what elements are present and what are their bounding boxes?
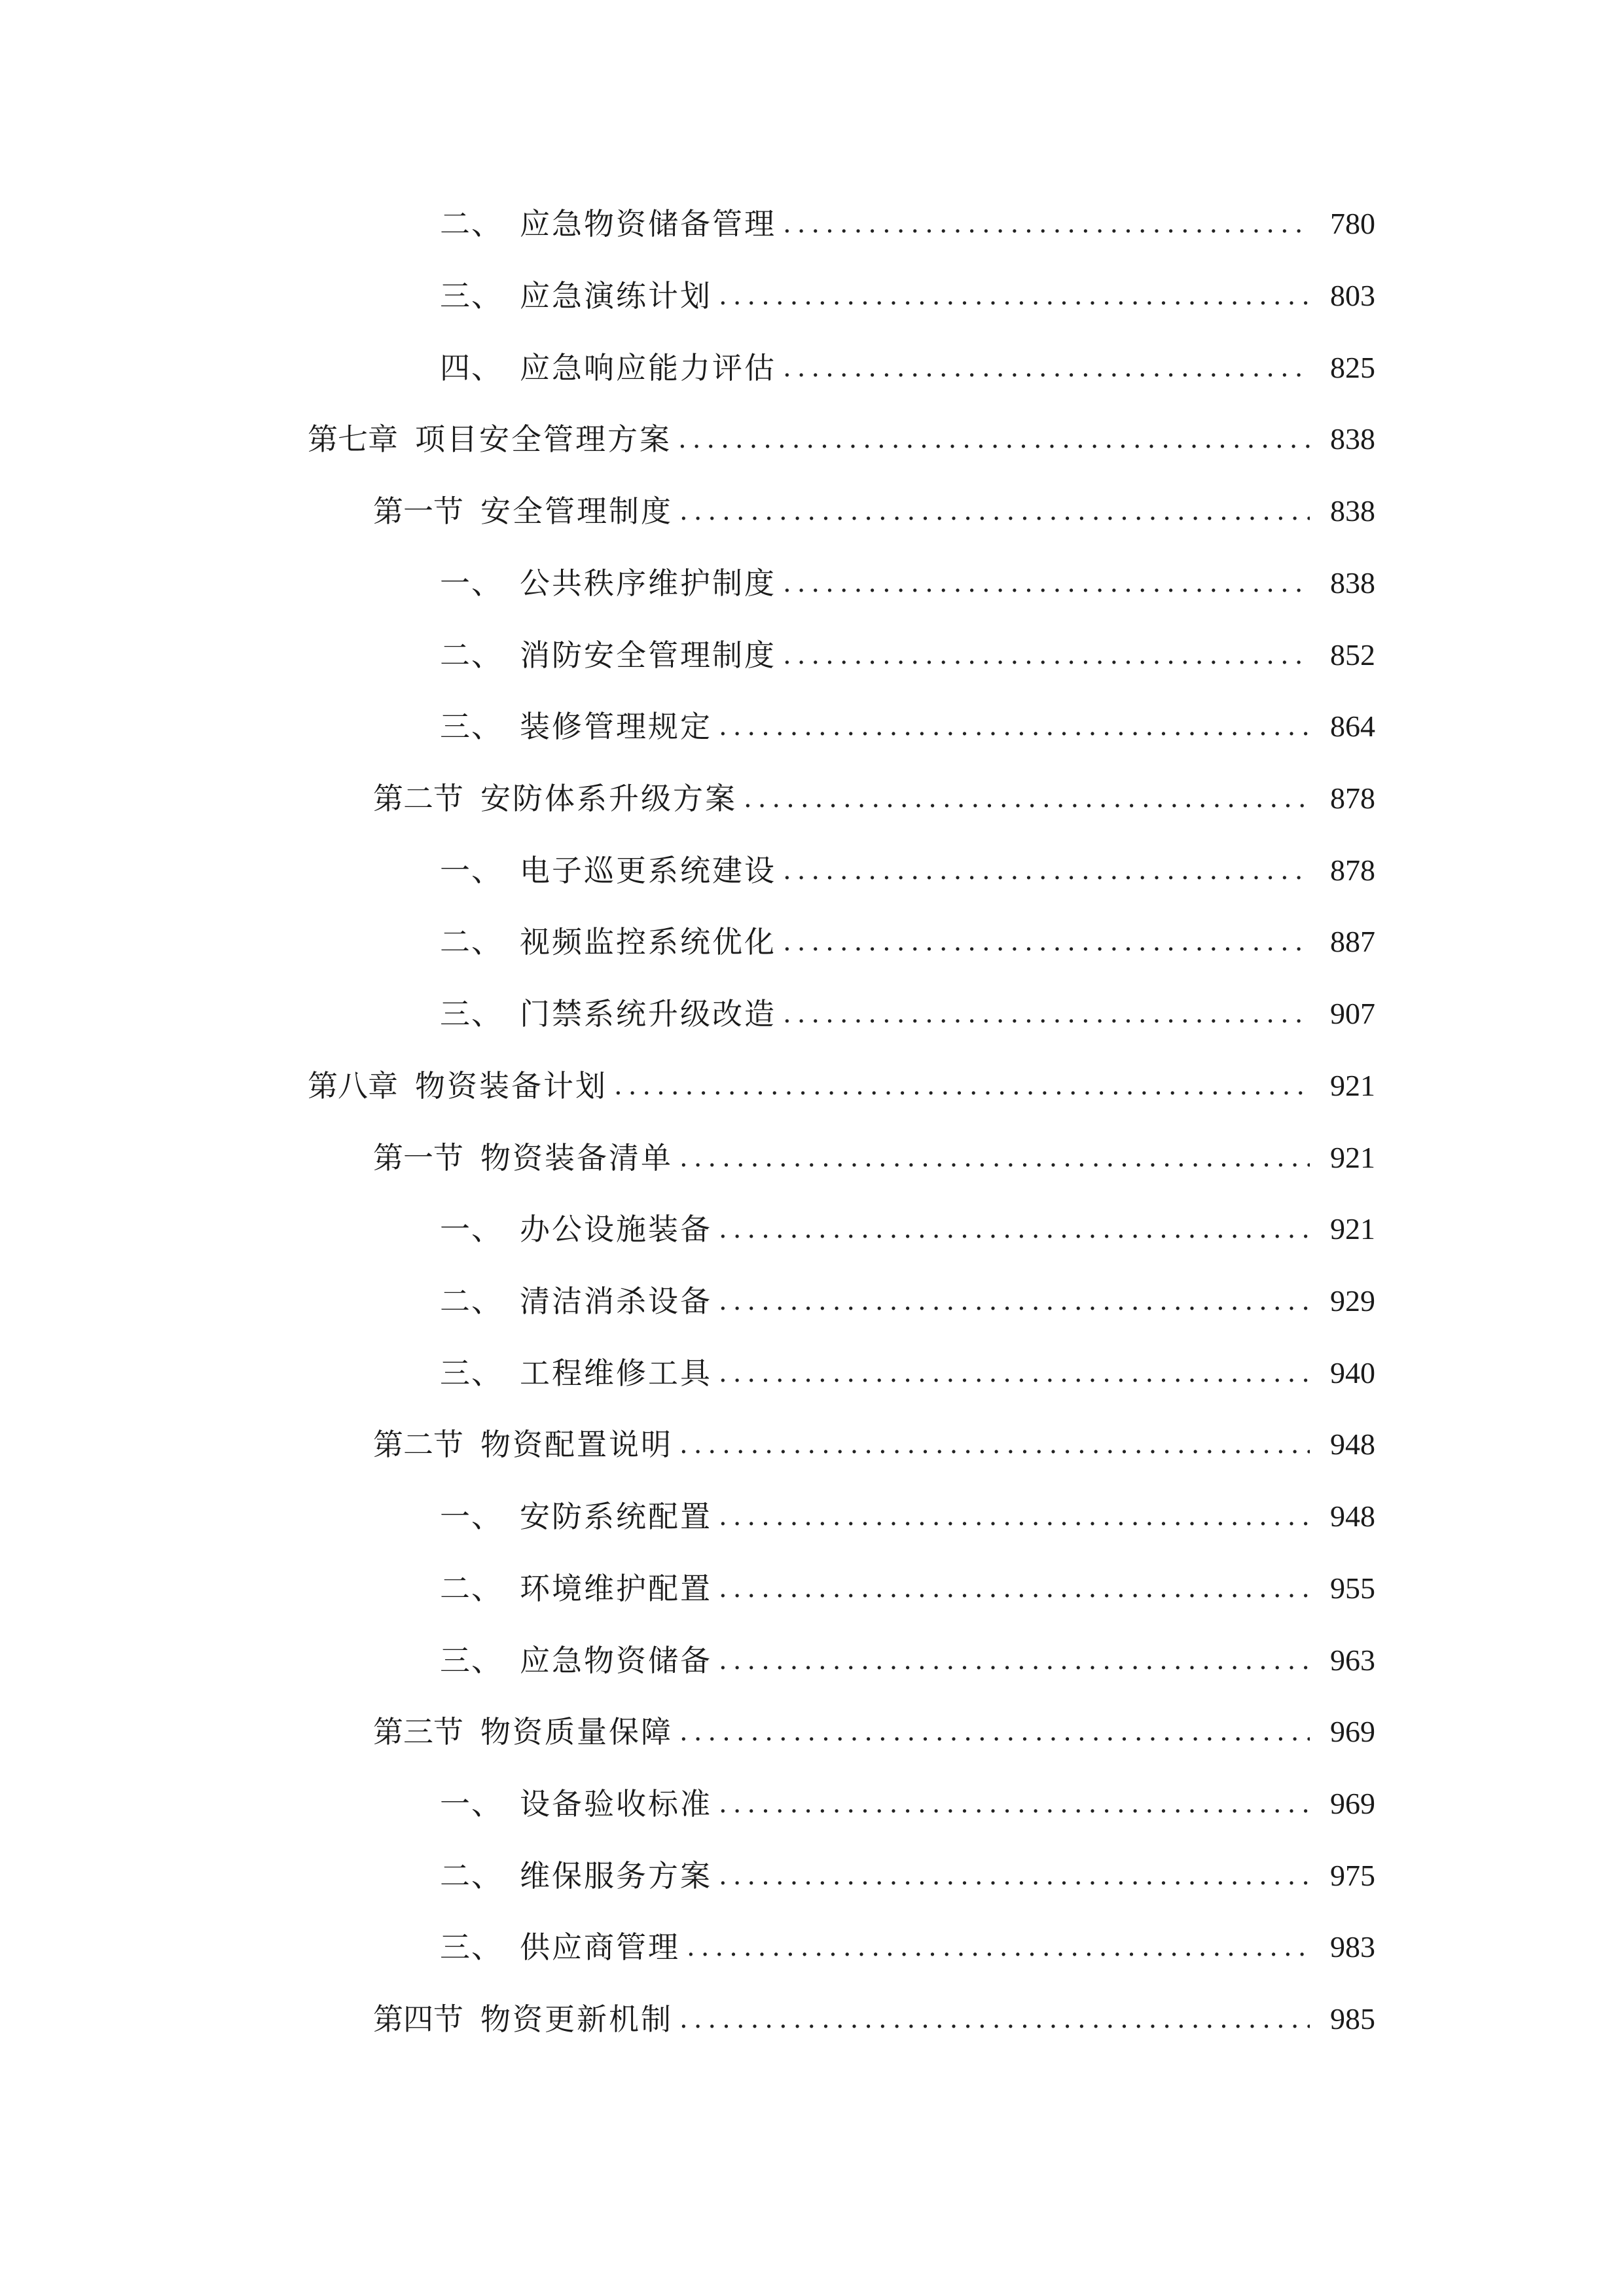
dot-leader bbox=[719, 1850, 1310, 1902]
toc-entry-page: 852 bbox=[1330, 638, 1375, 672]
dot-leader bbox=[783, 198, 1310, 250]
dot-leader bbox=[614, 1060, 1310, 1112]
toc-entry-item[interactable] bbox=[440, 988, 1375, 1040]
toc-entry-page: 940 bbox=[1330, 1356, 1375, 1390]
toc-entry-item[interactable] bbox=[440, 700, 1375, 753]
dot-leader bbox=[783, 916, 1310, 968]
dot-leader bbox=[719, 1778, 1310, 1830]
toc-entry-item[interactable] bbox=[440, 1921, 1375, 1973]
dot-leader bbox=[687, 1921, 1310, 1973]
toc-entry-item[interactable] bbox=[440, 1347, 1375, 1399]
toc-entry-title: 维保服务方案 bbox=[520, 1858, 712, 1893]
toc-entry-page: 887 bbox=[1330, 925, 1375, 958]
toc-entry-item[interactable] bbox=[440, 1850, 1375, 1902]
toc-entry-title: 装修管理规定 bbox=[520, 709, 712, 744]
toc-entry-title: 电子巡更系统建设 bbox=[520, 853, 776, 888]
toc-entry-prefix: 二、 bbox=[440, 206, 503, 242]
dot-leader bbox=[679, 485, 1310, 537]
toc-entry-prefix: 第七章 bbox=[308, 422, 398, 457]
toc-entry-page: 948 bbox=[1330, 1427, 1375, 1461]
toc-entry-prefix: 第八章 bbox=[308, 1068, 398, 1103]
toc-entry-prefix: 第一节 bbox=[373, 1140, 463, 1175]
toc-entry-page: 825 bbox=[1330, 351, 1375, 384]
toc-entry-title: 物资装备计划 bbox=[415, 1068, 607, 1103]
dot-leader bbox=[679, 1418, 1310, 1471]
toc-entry-item[interactable] bbox=[440, 1203, 1375, 1255]
toc-entry-page: 969 bbox=[1330, 1715, 1375, 1748]
toc-entry-item[interactable] bbox=[440, 270, 1375, 322]
toc-entry-item[interactable] bbox=[440, 1490, 1375, 1543]
toc-entry-prefix: 四、 bbox=[440, 350, 503, 386]
toc-entry-item[interactable] bbox=[440, 198, 1375, 250]
toc-entry-section[interactable] bbox=[373, 485, 1375, 537]
toc-entry-item[interactable] bbox=[440, 916, 1375, 968]
toc-entry-prefix: 第四节 bbox=[373, 2001, 463, 2037]
toc-entry-prefix: 一、 bbox=[440, 1499, 503, 1534]
toc-entry-title: 安防体系升级方案 bbox=[480, 781, 737, 816]
toc-entry-prefix: 三、 bbox=[440, 1643, 503, 1678]
toc-entry-title: 物资质量保障 bbox=[480, 1714, 673, 1749]
toc-entry-section[interactable] bbox=[373, 772, 1375, 825]
dot-leader bbox=[719, 1347, 1310, 1399]
toc-entry-prefix: 三、 bbox=[440, 278, 503, 314]
toc-entry-item[interactable] bbox=[440, 1275, 1375, 1327]
toc-entry-prefix: 二、 bbox=[440, 637, 503, 673]
toc-entry-item[interactable] bbox=[440, 1634, 1375, 1687]
toc-entry-prefix: 二、 bbox=[440, 1858, 503, 1893]
toc-entry-chapter[interactable] bbox=[308, 1060, 1375, 1112]
dot-leader bbox=[679, 1993, 1310, 2045]
toc-entry-page: 929 bbox=[1330, 1284, 1375, 1318]
toc-entry-page: 969 bbox=[1330, 1787, 1375, 1820]
toc-entry-title: 环境维护配置 bbox=[520, 1571, 712, 1606]
toc-entry-item[interactable] bbox=[440, 629, 1375, 681]
toc-entry-title: 应急响应能力评估 bbox=[520, 350, 776, 386]
toc-entry-title: 工程维修工具 bbox=[520, 1355, 712, 1391]
toc-entry-title: 物资配置说明 bbox=[480, 1427, 673, 1462]
toc-entry-page: 921 bbox=[1330, 1141, 1375, 1174]
toc-entry-title: 办公设施装备 bbox=[520, 1211, 712, 1247]
toc-entry-prefix: 三、 bbox=[440, 1355, 503, 1391]
toc-entry-item[interactable] bbox=[440, 1562, 1375, 1615]
toc-entry-page: 878 bbox=[1330, 781, 1375, 815]
toc-entry-page: 838 bbox=[1330, 494, 1375, 528]
toc-entry-title: 应急物资储备 bbox=[520, 1643, 712, 1678]
toc-entry-section[interactable] bbox=[373, 1418, 1375, 1471]
toc-entry-prefix: 第二节 bbox=[373, 1427, 463, 1462]
toc-entry-chapter[interactable] bbox=[308, 413, 1375, 465]
toc-entry-item[interactable] bbox=[440, 342, 1375, 394]
toc-entry-page: 955 bbox=[1330, 1571, 1375, 1605]
toc-entry-page: 780 bbox=[1330, 207, 1375, 240]
toc-entry-prefix: 三、 bbox=[440, 709, 503, 744]
dot-leader bbox=[719, 1203, 1310, 1255]
toc-entry-title: 门禁系统升级改造 bbox=[520, 996, 776, 1031]
dot-leader bbox=[783, 844, 1310, 897]
toc-entry-prefix: 一、 bbox=[440, 1211, 503, 1247]
toc-entry-title: 公共秩序维护制度 bbox=[520, 565, 776, 601]
toc-entry-page: 975 bbox=[1330, 1859, 1375, 1892]
toc-entry-prefix: 三、 bbox=[440, 1929, 503, 1965]
toc-entry-prefix: 第一节 bbox=[373, 493, 463, 529]
toc-entry-page: 907 bbox=[1330, 997, 1375, 1030]
toc-entry-prefix: 一、 bbox=[440, 1786, 503, 1821]
dot-leader bbox=[679, 1132, 1310, 1184]
toc-entry-page: 803 bbox=[1330, 279, 1375, 312]
toc-entry-title: 物资更新机制 bbox=[480, 2001, 673, 2037]
toc-entry-page: 963 bbox=[1330, 1643, 1375, 1677]
dot-leader bbox=[783, 342, 1310, 394]
dot-leader bbox=[719, 1275, 1310, 1327]
toc-entry-page: 838 bbox=[1330, 566, 1375, 600]
toc-entry-prefix: 二、 bbox=[440, 1283, 503, 1319]
toc-entry-page: 985 bbox=[1330, 2002, 1375, 2036]
toc-entry-title: 项目安全管理方案 bbox=[415, 422, 672, 457]
dot-leader bbox=[678, 413, 1310, 465]
toc-entry-page: 983 bbox=[1330, 1930, 1375, 1964]
dot-leader bbox=[719, 1634, 1310, 1687]
toc-entry-page: 948 bbox=[1330, 1499, 1375, 1533]
toc-entry-prefix: 一、 bbox=[440, 853, 503, 888]
dot-leader bbox=[719, 1562, 1310, 1615]
toc-entry-item[interactable] bbox=[440, 1778, 1375, 1830]
toc-entry-prefix: 二、 bbox=[440, 1571, 503, 1606]
toc-entry-page: 878 bbox=[1330, 853, 1375, 887]
toc-entry-title: 清洁消杀设备 bbox=[520, 1283, 712, 1319]
toc-entry-page: 864 bbox=[1330, 709, 1375, 743]
dot-leader bbox=[719, 1490, 1310, 1543]
dot-leader bbox=[744, 772, 1310, 825]
toc-entry-prefix: 二、 bbox=[440, 924, 503, 960]
toc-entry-prefix: 一、 bbox=[440, 565, 503, 601]
dot-leader bbox=[783, 988, 1310, 1040]
toc-entry-title: 供应商管理 bbox=[520, 1929, 680, 1965]
toc-entry-page: 921 bbox=[1330, 1212, 1375, 1246]
toc-entry-title: 消防安全管理制度 bbox=[520, 637, 776, 673]
toc-entry-prefix: 第三节 bbox=[373, 1714, 463, 1749]
dot-leader bbox=[679, 1706, 1310, 1758]
toc-entry-section[interactable] bbox=[373, 1706, 1375, 1758]
dot-leader bbox=[783, 629, 1310, 681]
toc-entry-section[interactable] bbox=[373, 1132, 1375, 1184]
toc-entry-section[interactable] bbox=[373, 1993, 1375, 2045]
toc-entry-item[interactable] bbox=[440, 557, 1375, 609]
toc-entry-title: 物资装备清单 bbox=[480, 1140, 673, 1175]
toc-entry-title: 应急物资储备管理 bbox=[520, 206, 776, 242]
dot-leader bbox=[783, 557, 1310, 609]
toc-entry-prefix: 三、 bbox=[440, 996, 503, 1031]
toc-entry-prefix: 第二节 bbox=[373, 781, 463, 816]
toc-entry-title: 安防系统配置 bbox=[520, 1499, 712, 1534]
toc-entry-page: 838 bbox=[1330, 422, 1375, 456]
toc-entry-title: 应急演练计划 bbox=[520, 278, 712, 314]
toc-entry-title: 安全管理制度 bbox=[480, 493, 673, 529]
dot-leader bbox=[719, 270, 1310, 322]
toc-entry-title: 视频监控系统优化 bbox=[520, 924, 776, 960]
toc-entry-page: 921 bbox=[1330, 1069, 1375, 1102]
dot-leader bbox=[719, 700, 1310, 753]
toc-entry-title: 设备验收标准 bbox=[520, 1786, 712, 1821]
toc-entry-item[interactable] bbox=[440, 844, 1375, 897]
